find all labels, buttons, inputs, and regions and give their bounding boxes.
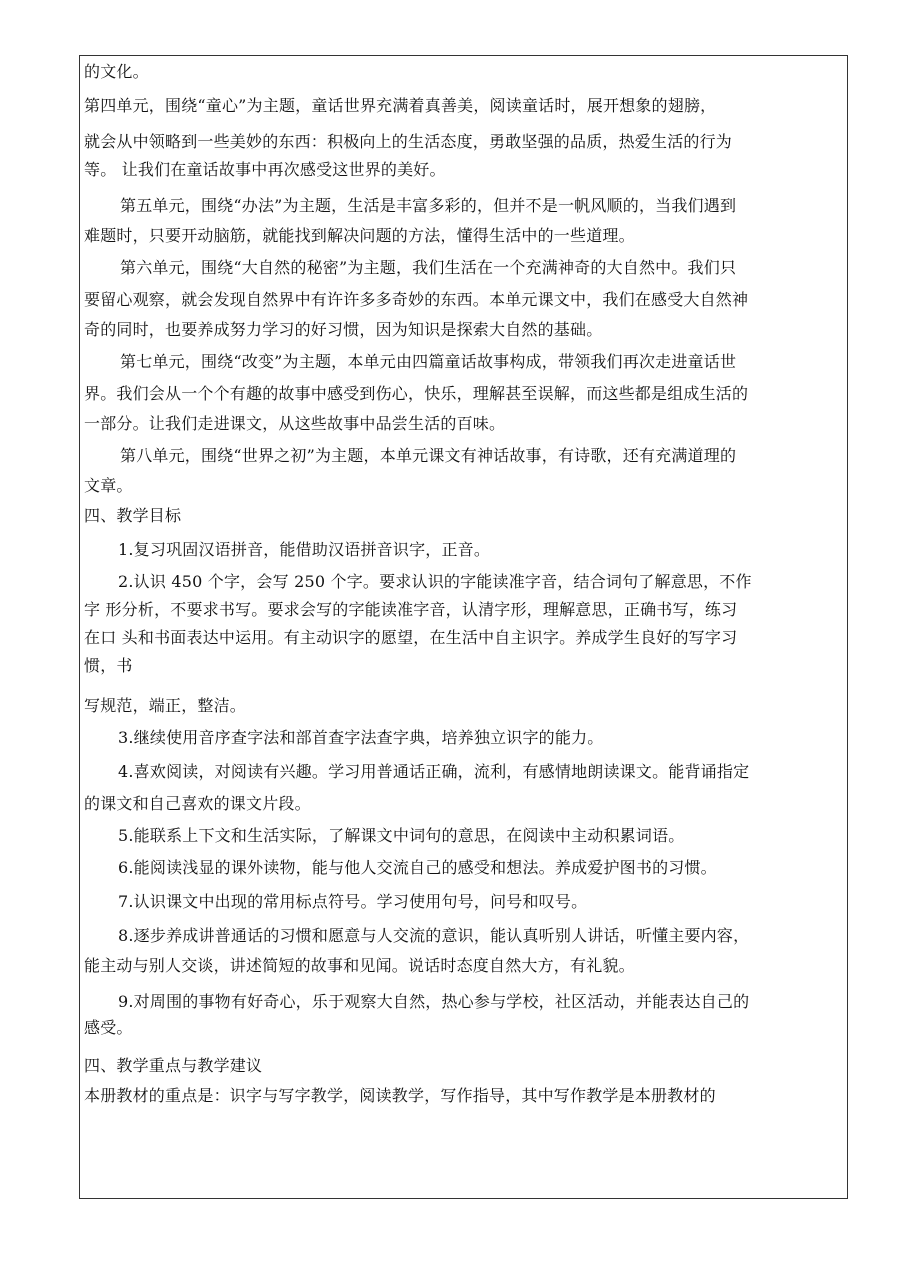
text-line: 第七单元，围绕“改变”为主题，本单元由四篇童话故事构成，带领我们再次走进童话世	[120, 352, 737, 371]
text-line: 写规范，端正，整洁。	[84, 696, 247, 715]
section-heading: 四、教学重点与教学建议	[84, 1056, 263, 1075]
text-line: 第六单元，围绕“大自然的秘密”为主题，我们生活在一个充满神奇的大自然中。我们只	[120, 258, 737, 277]
text-line: 本册教材的重点是：识字与写字教学，阅读教学，写作指导，其中写作教学是本册教材的	[84, 1086, 716, 1105]
text-line: 难题时，只要开动脑筋，就能找到解决问题的方法，懂得生活中的一些道理。	[84, 226, 635, 245]
text-line: 第四单元，围绕“童心”为主题，童话世界充满着真善美，阅读童话时，展开想象的翅膀，	[84, 96, 717, 115]
text-line: 能主动与别人交谈，讲述简短的故事和见闻。说话时态度自然大方，有礼貌。	[84, 956, 635, 975]
text-line: 第五单元，围绕“办法”为主题，生活是丰富多彩的，但并不是一帆风顺的，当我们遇到	[120, 196, 737, 215]
text-line: 7.认识课文中出现的常用标点符号。学习使用句号，问号和叹号。	[118, 892, 588, 911]
text-line: 的文化。	[84, 62, 149, 81]
text-line: 奇的同时，也要养成努力学习的好习惯，因为知识是探索大自然的基础。	[84, 320, 603, 339]
text-line: 2.认识 450 个字，会写 250 个字。要求认识的字能读准字音，结合词句了解意思，不作	[118, 572, 752, 591]
text-line: 等。 让我们在童话故事中再次感受这世界的美好。	[84, 160, 446, 179]
text-line: 界。我们会从一个个有趣的故事中感受到伤心，快乐，理解甚至误解，而这些都是组成生活的	[84, 384, 749, 403]
text-line: 9.对周围的事物有好奇心，乐于观察大自然，热心参与学校，社区活动，并能表达自己的	[118, 992, 750, 1011]
text-line: 惯，书	[84, 656, 133, 675]
section-heading: 四、教学目标	[84, 506, 182, 525]
text-line: 文章。	[84, 476, 133, 495]
text-line: 4.喜欢阅读，对阅读有兴趣。学习用普通话正确，流利，有感情地朗读课文。能背诵指定	[118, 762, 750, 781]
text-line: 在口 头和书面表达中运用。有主动识字的愿望，在生活中自主识字。养成学生良好的写字习	[84, 628, 738, 647]
text-line: 第八单元，围绕“世界之初”为主题，本单元课文有神话故事，有诗歌，还有充满道理的	[120, 446, 737, 465]
text-line: 的课文和自己喜欢的课文片段。	[84, 794, 311, 813]
text-line: 1.复习巩固汉语拼音，能借助汉语拼音识字，正音。	[118, 540, 491, 559]
text-line: 8.逐步养成讲普通话的习惯和愿意与人交流的意识，能认真听别人讲话，听懂主要内容，	[118, 926, 750, 945]
text-line: 6.能阅读浅显的课外读物，能与他人交流自己的感受和想法。养成爱护图书的习惯。	[118, 858, 717, 877]
text-line: 3.继续使用音序查字法和部首查字法查字典，培养独立识字的能力。	[118, 728, 604, 747]
text-line: 感受。	[84, 1018, 133, 1037]
text-line: 一部分。让我们走进课文，从这些故事中品尝生活的百味。	[84, 414, 506, 433]
text-line: 就会从中领略到一些美妙的东西：积极向上的生活态度，勇敢坚强的品质，热爱生活的行为	[84, 132, 733, 151]
text-line: 字 形分析，不要求书写。要求会写的字能读准字音，认清字形，理解意思，正确书写，练习	[84, 600, 738, 619]
text-line: 要留心观察，就会发现自然界中有许许多多奇妙的东西。本单元课文中，我们在感受大自然神	[84, 290, 749, 309]
text-line: 5.能联系上下文和生活实际，了解课文中词句的意思，在阅读中主动积累词语。	[118, 826, 685, 845]
